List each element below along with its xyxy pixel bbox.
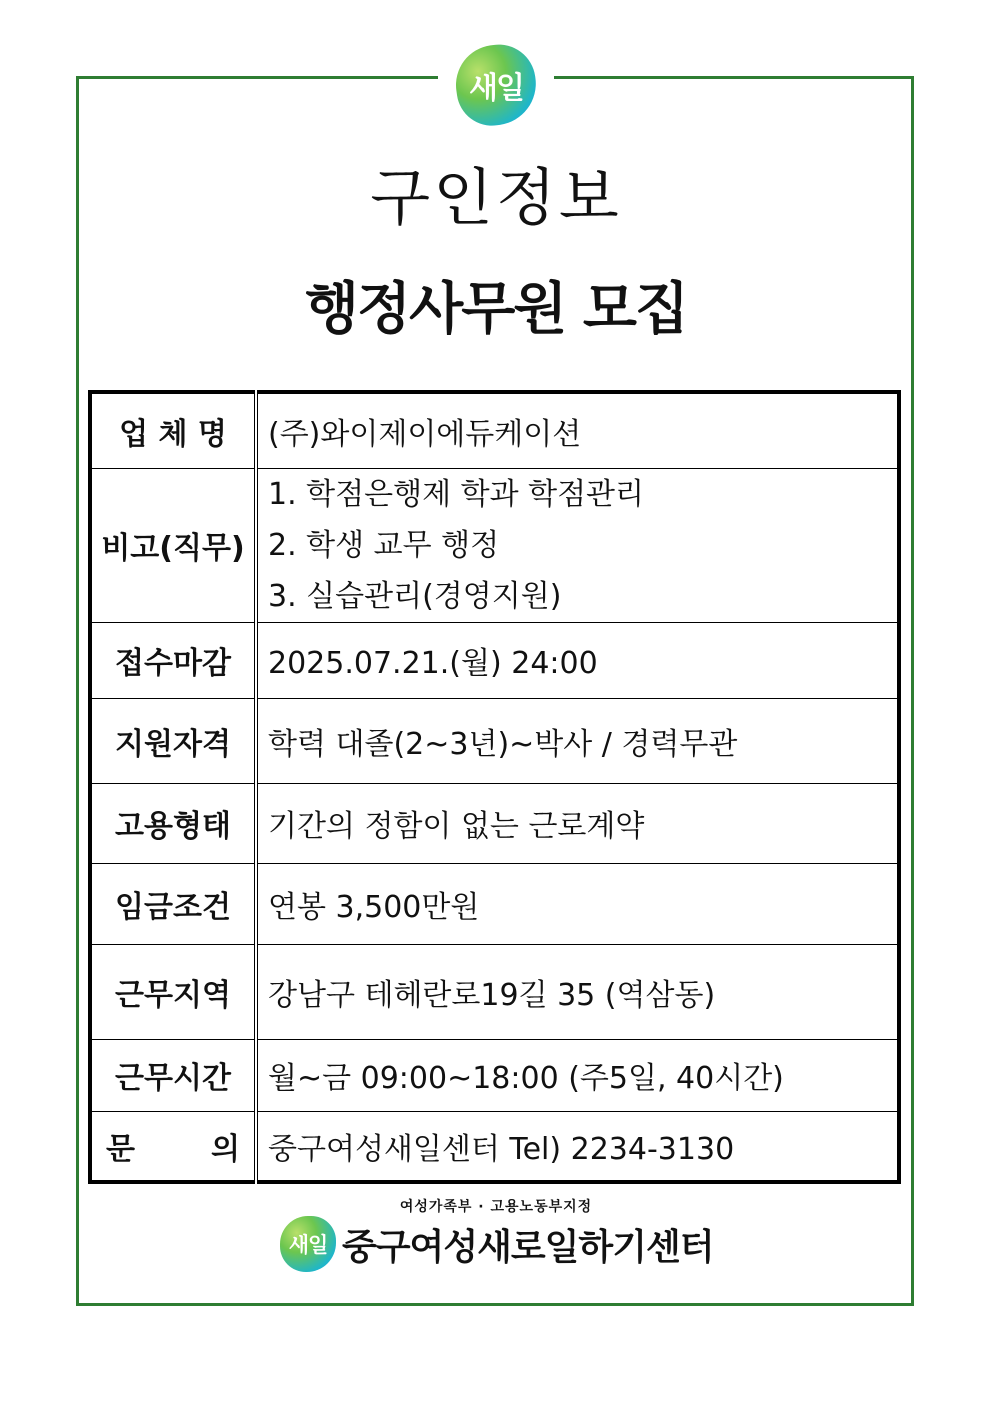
- location-label: 근무지역: [90, 944, 256, 1039]
- job-title: 행정사무원 모집: [304, 277, 688, 342]
- row-salary: [90, 863, 899, 944]
- row-company: [90, 392, 899, 468]
- contact-label: [90, 1111, 256, 1182]
- row-employment: [90, 783, 899, 863]
- company-label: 업 체 명: [90, 392, 256, 468]
- duties-value: [256, 468, 899, 622]
- location-value: 강남구 테헤란로19길 35 (역삼동): [256, 944, 899, 1039]
- deadline-label: 접수마감: [90, 622, 256, 698]
- salary-label: 임금조건: [90, 863, 256, 944]
- qualification-label: 지원자격: [90, 698, 256, 783]
- employment-value: 기간의 정함이 없는 근로계약: [256, 783, 899, 863]
- row-deadline: [90, 622, 899, 698]
- employment-label: 고용형태: [90, 783, 256, 863]
- contact-value: 중구여성새일센터 Tel) 2234-3130: [256, 1111, 899, 1182]
- duty-item: 1. 학점은행제 학과 학점관리: [268, 476, 645, 512]
- qualification-value: 학력 대졸(2~3년)~박사 / 경력무관: [256, 698, 899, 783]
- hours-value: 월~금 09:00~18:00 (주5일, 40시간): [256, 1039, 899, 1111]
- duty-item: 2. 학생 교무 행정: [268, 527, 500, 563]
- duties-label: 비고(직무): [90, 468, 256, 622]
- saeil-logo-icon: [451, 40, 541, 130]
- row-duties: [90, 468, 899, 622]
- center-name: 중구여성새로일하기센터: [342, 1226, 714, 1268]
- page-title: 구인정보: [370, 161, 622, 234]
- deadline-value: 2025.07.21.(월) 24:00: [256, 622, 899, 698]
- contact-label-right: 의: [211, 1131, 240, 1167]
- job-info-table: [88, 390, 901, 1184]
- top-logo: [438, 40, 554, 130]
- saeil-footer-logo-icon: [280, 1216, 336, 1272]
- row-contact: [90, 1111, 899, 1182]
- contact-label-left: 문: [106, 1131, 135, 1167]
- footer-brand: [280, 1214, 714, 1274]
- row-hours: [90, 1039, 899, 1111]
- row-qualification: [90, 698, 899, 783]
- row-location: [90, 944, 899, 1039]
- salary-value: 연봉 3,500만원: [256, 863, 899, 944]
- footer-logo-text: 새일: [288, 1233, 328, 1257]
- duty-item: 3. 실습관리(경영지원): [268, 578, 562, 614]
- company-value: (주)와이제이에듀케이션: [256, 392, 899, 468]
- footer-designation: 여성가족부 · 고용노동부지정: [399, 1199, 593, 1215]
- logo-text: 새일: [469, 71, 523, 106]
- hours-label: 근무시간: [90, 1039, 256, 1111]
